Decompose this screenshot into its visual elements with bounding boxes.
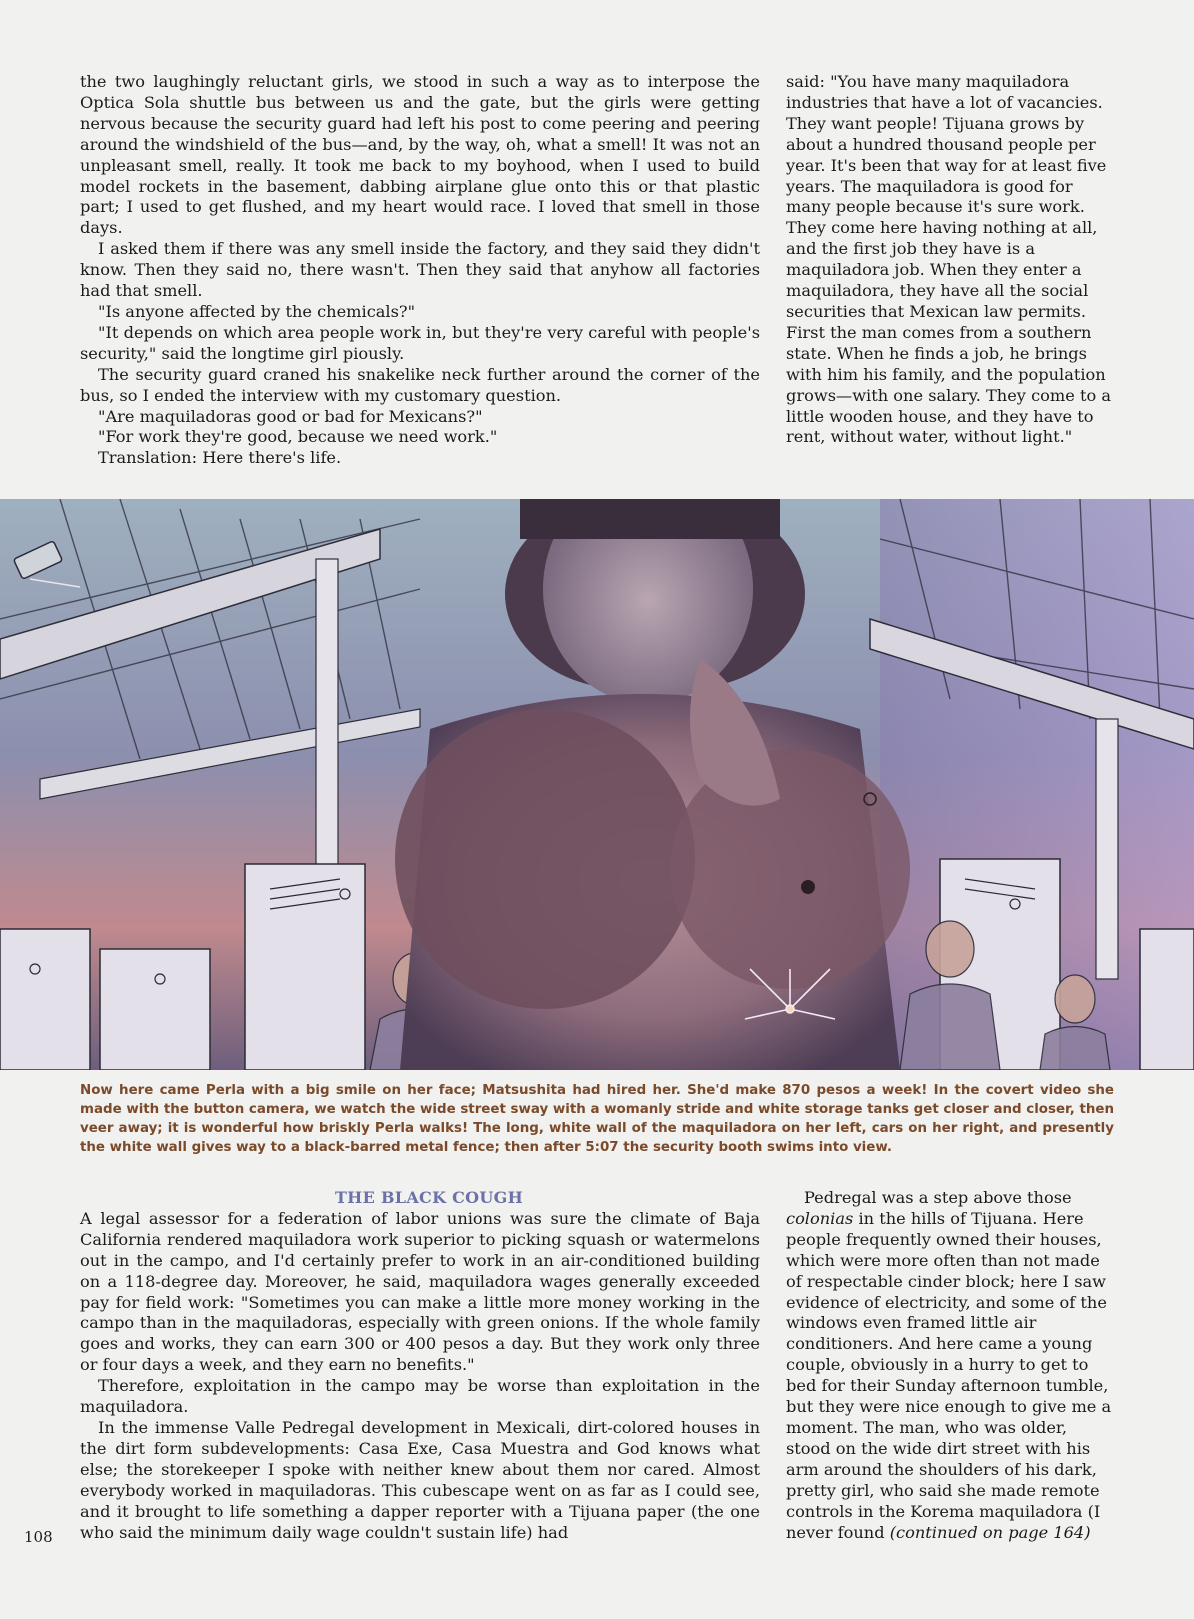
paragraph: said: "You have many maquiladora industries that have a lot of vacancies. They want people! Tijuana grows by about a hundred thousand people per year. It's been that way for at least five years. The maquiladora is good for many people because it's sure work. They come here having nothing at all, and the first job they have is a maquiladora job. When they enter a maquiladora, they have all the social securities that Mexican law permits. First the man comes from a southern state. When he finds a job, he brings with him his family, and the population grows—with one salary. They come to a little wooden house, and they have to rent, without water, without light." [786,72,1112,447]
paragraph-text: Pedregal was a step above those [804,1188,1072,1207]
article-column-top-right [786,72,1114,448]
article-column-bottom-right [786,1188,1114,1543]
paragraph: Therefore, exploitation in the campo may be worse than exploitation in the maquiladora. [80,1376,760,1417]
paragraph: I asked them if there was any smell inside the factory, and they said they didn't know. Then they said no, there wasn't. Then they said that anyhow all factories had that smell. [80,239,760,301]
factory-illustration [0,499,1194,1070]
paragraph: The security guard craned his snakelike neck further around the corner of the bus, so I ended the interview with my customary question. [80,364,760,405]
article-column-top-left [80,72,760,469]
illustration-caption: Now here came Perla with a big smile on her face; Matsushita had hired her. She'd make 870 pesos a week! In the covert video she made with the button camera, we watch the wide street sway with a womanly stride and white storage tanks get closer and closer, then veer away; it is wonderful how briskly Perla walks! The long, white wall of the maquiladora on her left, cars on her right, and presently the white wall gives way to a black-barred metal fence; then after 5:07 the security booth swims into view. [80,1083,1114,1155]
paragraph: "Are maquiladoras good or bad for Mexicans?" [98,406,483,426]
paragraph-text: in the hills of Tijuana. Here people frequently owned their houses, which were more often than not made of respectable cinder block; here I saw evidence of electricity, and some of the windows even framed little air conditioners. And here came a young couple, obviously in a hurry to get to bed for their Sunday afternoon tumble, but they were nice enough to give me a moment. The man, who was older, stood on the wide dirt street with his arm around the shoulders of his dark, pretty girl, who said she made remote controls in the Korema maquiladora (I never found [786,1208,1112,1542]
illustration [0,499,1194,1070]
paragraph: In the immense Valle Pedregal development in Mexicali, dirt-colored houses in the dirt form subdevelopments: Casa Exe, Casa Muestra and God knows what else; the storekeeper I spoke with neither knew about them nor cared. Almost everybody worked in maquiladoras. This cubescape went on as far as I could see, and it brought to life something a dapper reporter with a Tijuana paper (the one who said the minimum daily wage couldn't sustain life) had [80,1417,760,1542]
paragraph: "Is anyone affected by the chemicals?" [98,301,416,321]
paragraph [786,1188,1114,1543]
italic-term: colonias [786,1208,854,1228]
section-heading: THE BLACK COUGH [334,1188,524,1207]
paragraph: "For work they're good, because we need work." [98,427,498,447]
article-column-bottom-left [80,1188,760,1543]
continued-note: (continued on page 164) [889,1522,1091,1542]
page-number: 108 [24,1528,53,1546]
paragraph: Translation: Here there's life. [98,448,342,468]
paragraph: the two laughingly reluctant girls, we stood in such a way as to interpose the Optica Sola shuttle bus between us and the gate, but the girls were getting nervous because the security guard had left his post to come peering and peering around the windshield of the bus—and, by the way, oh, what a smell! It was not an unpleasant smell, really. It took me back to my boyhood, when I used to build model rockets in the basement, dabbing airplane glue onto this or that plastic part; I used to get flushed, and my heart would race. I loved that smell in those days. [80,72,760,238]
paragraph: "It depends on which area people work in, but they're very careful with people's security," said the longtime girl piously. [80,322,760,363]
paragraph: A legal assessor for a federation of labor unions was sure the climate of Baja California rendered maquiladora work superior to picking squash or watermelons out in the campo, and I'd certainly prefer to work in an air-conditioned building on a 118-degree day. Moreover, he said, maquiladora wages generally exceeded pay for field work: "Sometimes you can make a little more money working in the campo than in the maquiladoras, especially with green onions. If the whole family goes and works, they can earn 300 or 400 pesos a day. But they work only three or four days a week, and they earn no benefits." [80,1208,760,1375]
